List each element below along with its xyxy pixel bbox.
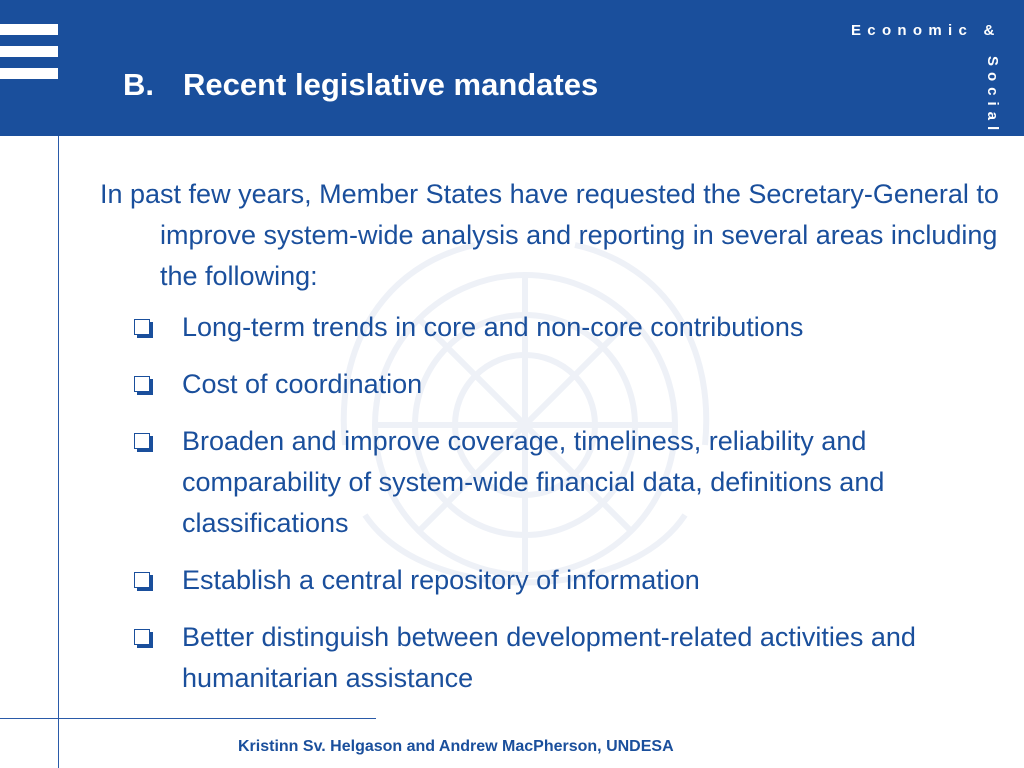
checkbox-bullet-icon <box>134 572 150 588</box>
bullet-list <box>100 307 1000 699</box>
slide-body <box>100 174 1000 715</box>
checkbox-bullet-icon <box>134 433 150 449</box>
checkbox-bullet-icon <box>134 629 150 645</box>
bullet-text: Long-term trends in core and non-core contributions <box>182 312 804 342</box>
vertical-rule <box>58 136 59 768</box>
bullet-item <box>100 421 1000 544</box>
department-label-top: Economic & <box>851 22 1001 39</box>
section-letter: B. <box>123 67 154 102</box>
menu-bar <box>0 46 58 57</box>
bullet-text: Better distinguish between development-related activities and humanitarian assistance <box>182 622 916 693</box>
horizontal-rule <box>0 718 376 719</box>
title-text: Recent legislative mandates <box>183 67 599 102</box>
checkbox-bullet-icon <box>134 376 150 392</box>
menu-bar <box>0 68 58 79</box>
footer-credit: Kristinn Sv. Helgason and Andrew MacPherson, UNDESA <box>238 738 674 755</box>
bullet-text: Broaden and improve coverage, timeliness, reliability and comparability of system-wide financial data, definitions and classifications <box>182 426 885 538</box>
intro-paragraph: In past few years, Member States have requested the Secretary-General to improve system-wide analysis and reporting in several areas including the following: <box>100 179 999 291</box>
bullet-item <box>100 307 1000 348</box>
department-label-side: Social Affairs <box>984 56 1001 236</box>
slide-title <box>123 67 598 103</box>
bullet-item <box>100 617 1000 699</box>
bullet-item <box>100 364 1000 405</box>
bullet-text: Establish a central repository of information <box>182 565 700 595</box>
bullet-text: Cost of coordination <box>182 369 423 399</box>
menu-bar <box>0 24 58 35</box>
checkbox-bullet-icon <box>134 319 150 335</box>
bullet-item <box>100 560 1000 601</box>
